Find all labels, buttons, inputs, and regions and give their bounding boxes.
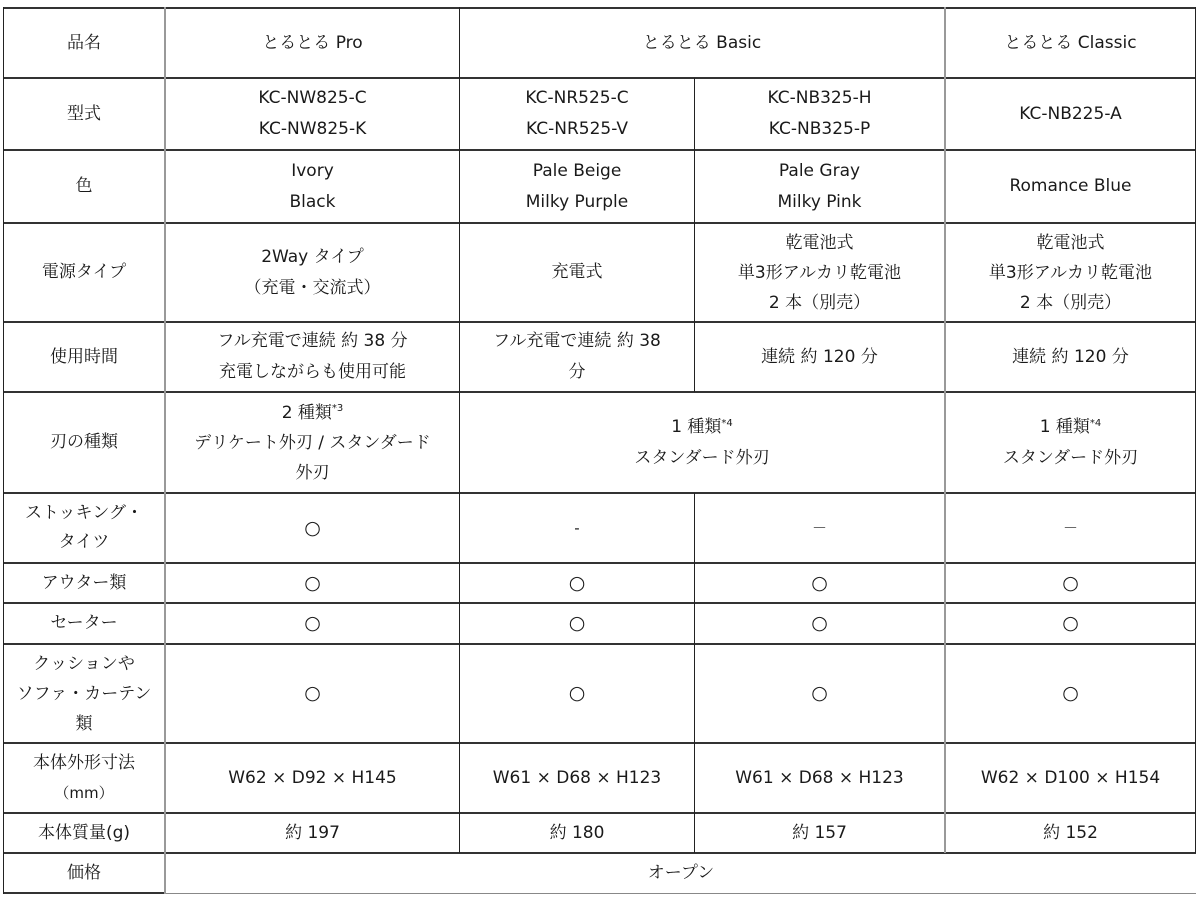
outerwear-classic — [946, 564, 1195, 602]
model-number: KC-NR525-C — [525, 88, 629, 108]
model-number: KC-NB225-A — [1019, 103, 1122, 124]
color-name: Ivory — [291, 160, 334, 181]
sweater-pro — [166, 604, 459, 643]
blade-count-text: 1 種類 — [1039, 416, 1090, 437]
label-text: ソファ・カーテン — [16, 683, 152, 704]
dimensions-text: W62 × D92 × H145 — [228, 767, 397, 788]
label-text: 型式 — [67, 103, 101, 124]
weight-basic-battery — [695, 814, 944, 852]
cushion-basic-battery — [695, 645, 944, 742]
usage-classic — [946, 323, 1195, 391]
label-text: 類 — [75, 713, 93, 734]
color-name: Milky Pink — [777, 191, 862, 212]
outerwear-basic-rechargeable — [460, 564, 694, 602]
header-pro — [166, 9, 459, 77]
row-label-product-name — [4, 9, 164, 77]
weight-classic — [946, 814, 1195, 852]
usage-text: 充電しながらも使用可能 — [219, 362, 406, 382]
blade-count — [671, 412, 733, 443]
footnote-marker: *4 — [721, 417, 733, 429]
label-text: 本体外形寸法 — [33, 753, 135, 773]
row-label-weight — [4, 814, 164, 852]
usage-pro — [166, 323, 459, 391]
usage-text: 分 — [568, 362, 586, 382]
usage-text: 連続 約 120 分 — [1012, 346, 1129, 367]
product-name: とるとる Pro — [262, 32, 363, 53]
circle-mark-icon: ○ — [811, 612, 828, 634]
dimensions-text: W61 × D68 × H123 — [492, 767, 662, 788]
label-text: 刃の種類 — [50, 432, 118, 452]
model-number: KC-NW825-C — [258, 88, 367, 108]
sweater-classic — [946, 604, 1195, 643]
power-text: 2Way タイプ — [261, 246, 364, 267]
stockings-pro — [166, 494, 459, 562]
cushion-classic — [946, 645, 1195, 742]
dimensions-pro — [166, 744, 459, 812]
color-name: Romance Blue — [1009, 176, 1132, 196]
blade-basic — [460, 393, 944, 492]
power-pro — [166, 224, 459, 321]
circle-mark-icon: ○ — [304, 682, 321, 704]
blade-count-text: 2 種類 — [281, 402, 332, 423]
circle-mark-icon: ○ — [1062, 612, 1079, 634]
circle-mark-icon: ○ — [1062, 571, 1079, 594]
product-name: とるとる Classic — [1004, 32, 1137, 53]
row-label-stockings — [4, 494, 164, 562]
footnote-marker: *3 — [331, 402, 344, 414]
color-classic — [946, 151, 1195, 222]
label-text: タイツ — [58, 532, 110, 552]
power-text: 充電式 — [551, 262, 603, 282]
model-number: KC-NB325-P — [768, 119, 871, 139]
dimensions-basic-rechargeable — [460, 744, 694, 812]
header-basic — [460, 9, 944, 77]
weight-basic-rechargeable — [460, 814, 694, 852]
color-name: Black — [289, 191, 336, 212]
blade-count — [282, 398, 344, 428]
header-classic — [946, 9, 1195, 77]
row-label-blade-type — [4, 393, 164, 492]
dash-mark-icon: － — [1062, 518, 1078, 537]
label-text: アウター類 — [41, 572, 127, 593]
sweater-basic-rechargeable — [460, 604, 694, 643]
row-label-cushion-sofa-curtain — [4, 645, 164, 742]
blade-pro — [166, 393, 459, 492]
label-text: セーター — [50, 613, 118, 633]
row-label-dimensions — [4, 744, 164, 812]
label-text: 色 — [75, 176, 93, 196]
label-text: クッションや — [33, 653, 135, 674]
dimensions-basic-battery — [695, 744, 944, 812]
outerwear-basic-battery — [695, 564, 944, 602]
color-name: Milky Purple — [525, 191, 629, 212]
circle-mark-icon: ○ — [304, 571, 321, 594]
weight-text: 約 157 — [792, 822, 847, 843]
circle-mark-icon: ○ — [568, 612, 586, 634]
model-basic-battery — [695, 79, 944, 149]
weight-text: 約 197 — [285, 822, 340, 843]
model-pro — [166, 79, 459, 149]
usage-basic-battery — [695, 323, 944, 391]
label-text: ストッキング・ — [25, 503, 143, 523]
power-text: 単3形アルカリ乾電池 — [737, 262, 902, 283]
blade-text: 外刃 — [295, 462, 330, 483]
dimensions-classic — [946, 744, 1195, 812]
label-text: 品名 — [67, 32, 101, 53]
row-label-outerwear — [4, 564, 164, 602]
weight-pro — [166, 814, 459, 852]
power-text: 2 本（別売） — [1019, 292, 1122, 313]
cushion-basic-rechargeable — [460, 645, 694, 742]
dimensions-text: W61 × D68 × H123 — [735, 767, 904, 788]
color-name: Pale Gray — [778, 160, 861, 181]
circle-mark-icon: ○ — [568, 682, 586, 704]
circle-mark-icon: ○ — [568, 571, 586, 594]
model-classic — [946, 79, 1195, 149]
blade-count — [1040, 412, 1102, 443]
color-name: Pale Beige — [532, 160, 622, 181]
power-basic-battery — [695, 224, 944, 321]
grid-line — [166, 893, 1196, 894]
circle-mark-icon: ○ — [304, 612, 321, 634]
circle-mark-icon: ○ — [304, 516, 321, 539]
blade-count-text: 1 種類 — [671, 416, 722, 437]
weight-text: 約 180 — [549, 822, 605, 843]
circle-mark-icon: ○ — [811, 682, 828, 704]
weight-text: 約 152 — [1043, 822, 1098, 843]
label-text: 電源タイプ — [41, 262, 127, 282]
model-number: KC-NW825-K — [258, 119, 367, 139]
blade-text: デリケート外刃 / スタンダード — [194, 432, 431, 453]
usage-text: フル充電で連続 約 38 — [493, 331, 661, 351]
blade-text: スタンダード外刃 — [1002, 447, 1139, 468]
sweater-basic-battery — [695, 604, 944, 643]
circle-mark-icon: ○ — [811, 571, 828, 594]
power-text: 乾電池式 — [785, 232, 854, 253]
label-text: 本体質量(g) — [37, 822, 131, 843]
blade-classic — [946, 393, 1195, 492]
power-classic — [946, 224, 1195, 321]
label-text: 使用時間 — [50, 346, 118, 367]
usage-text: 連続 約 120 分 — [761, 346, 878, 367]
power-text: 2 本（別売） — [768, 292, 871, 313]
price-text: オープン — [647, 862, 715, 883]
product-name: とるとる Basic — [642, 32, 762, 53]
stockings-basic-battery — [695, 494, 944, 562]
stockings-classic — [946, 494, 1195, 562]
cushion-pro — [166, 645, 459, 742]
model-basic-rechargeable — [460, 79, 694, 149]
label-text: （mm） — [54, 784, 114, 802]
dash-mark-icon: － — [811, 518, 827, 537]
price-all — [166, 854, 1196, 892]
model-number: KC-NR525-V — [526, 119, 628, 139]
row-label-price — [4, 854, 164, 892]
color-basic-battery — [695, 151, 944, 222]
row-label-sweater — [4, 604, 164, 643]
label-text: 価格 — [67, 862, 101, 883]
row-label-power-type — [4, 224, 164, 321]
grid-line — [1195, 7, 1196, 853]
usage-text: フル充電で連続 約 38 分 — [217, 331, 408, 351]
model-number: KC-NB325-H — [767, 88, 872, 108]
outerwear-pro — [166, 564, 459, 602]
row-label-color — [4, 151, 164, 222]
dash-mark-icon: - — [574, 518, 580, 537]
power-text: 単3形アルカリ乾電池 — [988, 262, 1153, 283]
power-text: （充電・交流式） — [244, 277, 381, 298]
row-label-model — [4, 79, 164, 149]
circle-mark-icon: ○ — [1062, 682, 1079, 704]
row-label-usage-time — [4, 323, 164, 391]
grid-line — [3, 892, 165, 894]
dimensions-text: W62 × D100 × H154 — [980, 767, 1161, 788]
power-basic-rechargeable — [460, 224, 694, 321]
usage-basic-rechargeable — [460, 323, 694, 391]
color-pro — [166, 151, 459, 222]
footnote-marker: *4 — [1089, 417, 1102, 429]
color-basic-rechargeable — [460, 151, 694, 222]
stockings-basic-rechargeable — [460, 494, 694, 562]
power-text: 乾電池式 — [1036, 232, 1105, 253]
blade-text: スタンダード外刃 — [634, 447, 770, 468]
